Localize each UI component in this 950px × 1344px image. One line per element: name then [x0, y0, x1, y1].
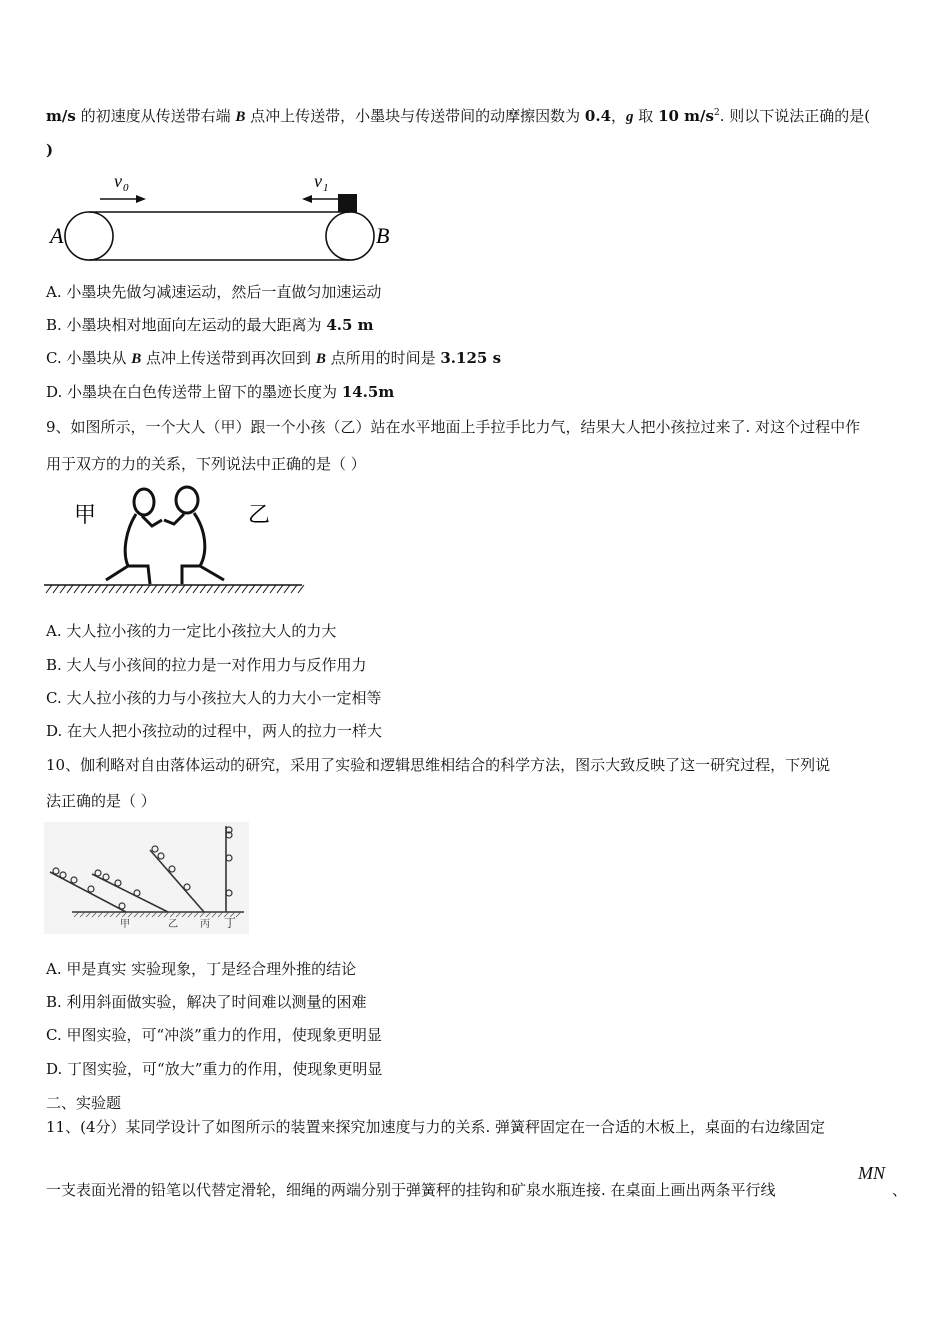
- figure-label-yi: 乙: [248, 503, 271, 528]
- q8-option-d-text: D. 小墨块在白色传送带上留下的墨迹长度为: [46, 383, 342, 401]
- child-head: [176, 487, 198, 513]
- q8-point-b: B: [235, 109, 246, 125]
- hatch-mark: [137, 585, 143, 593]
- ground-hatching: [46, 585, 304, 593]
- hatch-mark: [165, 585, 171, 593]
- hatch-mark: [74, 585, 80, 593]
- hatch-mark: [123, 585, 129, 593]
- q8-option-b-value: 4.5 m: [326, 316, 374, 334]
- q8-stem-line-1: [46, 103, 870, 127]
- q8-option-c-text: 点所用的时间是: [325, 349, 441, 367]
- q10-option-d: D. 丁图实验，可“放大”重力的作用，使现象更明显: [46, 1060, 383, 1078]
- galileo-figure: [44, 822, 249, 934]
- q10-stem-line-2: 法正确的是（ ）: [46, 792, 156, 810]
- hatch-mark: [67, 585, 73, 593]
- q8-option-c-value: 3.125 s: [440, 349, 502, 367]
- hatch-mark: [193, 585, 199, 593]
- q9-option-c: C. 大人拉小孩的力与小孩拉大人的力大小一定相等: [46, 689, 382, 707]
- v1-label: v: [314, 171, 322, 191]
- q8-option-c-text: C. 小墨块从: [46, 349, 132, 367]
- figure-label-bing: 丙: [200, 919, 210, 930]
- q10-stem-line-1: 10、伽利略对自由落体运动的研究，采用了实验和逻辑思维相结合的科学方法，图示大致反映了这一研究过程，下列说: [46, 756, 831, 774]
- figure-label-jia: 甲: [120, 919, 130, 930]
- q9-option-a: A. 大人拉小孩的力一定比小孩拉大人的力大: [46, 622, 337, 640]
- hatch-mark: [172, 585, 178, 593]
- hatch-mark: [46, 585, 52, 593]
- v0-label: v: [114, 171, 122, 191]
- hatch-mark: [228, 585, 234, 593]
- hatch-mark: [179, 585, 185, 593]
- hatch-mark: [242, 585, 248, 593]
- adult-head: [134, 489, 154, 515]
- q10-option-a: A. 甲是真实 实验现象，丁是经合理外推的结论: [46, 960, 357, 978]
- hatch-mark: [95, 585, 101, 593]
- v1-arrowhead: [302, 195, 312, 203]
- q8-option-b-text: B. 小墨块相对地面向左运动的最大距离为: [46, 316, 327, 334]
- q8-option-c-point: B: [131, 351, 142, 367]
- v0-subscript: 0: [123, 182, 129, 194]
- hatch-mark: [158, 585, 164, 593]
- q10-option-c: C. 甲图实验，可“冲淡”重力的作用，使现象更明显: [46, 1026, 382, 1044]
- hatch-mark: [81, 585, 87, 593]
- q9-stem-line-2: 用于双方的力的关系，下列说法中正确的是（ ）: [46, 455, 366, 473]
- q8-speed-unit: m/s: [46, 107, 76, 125]
- q8-text: ，: [611, 107, 627, 125]
- hatch-mark: [53, 585, 59, 593]
- conveyor-belt-figure: [44, 168, 404, 268]
- figure-label-jia: 甲: [74, 503, 97, 528]
- tug-figure: [44, 480, 306, 600]
- hatch-mark: [256, 585, 262, 593]
- section-title: 二、实验题: [46, 1094, 122, 1112]
- q8-text: 点冲上传送带，小墨块与传送带间的动摩擦因数为: [245, 107, 585, 125]
- right-pulley: [326, 212, 374, 260]
- hatch-mark: [186, 585, 192, 593]
- figure-label-b: B: [376, 223, 390, 248]
- hatch-mark: [200, 585, 206, 593]
- q8-gravity-value: 10 m/s: [658, 107, 714, 125]
- q11-stem-line-2: 一支表面光滑的铅笔以代替定滑轮，细绳的两端分别于弹簧秤的挂钩和矿泉水瓶连接. 在桌面上画出两条平行线: [46, 1181, 776, 1199]
- hatch-mark: [221, 585, 227, 593]
- hatch-mark: [284, 585, 290, 593]
- q8-gravity-symbol: g: [626, 109, 634, 125]
- hatch-mark: [109, 585, 115, 593]
- adult-arm: [142, 516, 162, 526]
- q11-tail: 、: [892, 1181, 908, 1199]
- left-pulley: [65, 212, 113, 260]
- figure-label-ding: 丁: [224, 916, 237, 930]
- figure-label-yi: 乙: [168, 919, 178, 930]
- child-body: [182, 513, 224, 584]
- q8-option-b: [46, 315, 374, 335]
- hatch-mark: [130, 585, 136, 593]
- hatch-mark: [207, 585, 213, 593]
- hatch-mark: [88, 585, 94, 593]
- q11-mn-symbol: MN: [858, 1163, 885, 1183]
- hatch-mark: [291, 585, 297, 593]
- q10-option-b: B. 利用斜面做实验，解决了时间难以测量的困难: [46, 993, 367, 1011]
- q8-friction-value: 0.4: [584, 107, 612, 125]
- hatch-mark: [102, 585, 108, 593]
- q11-stem-line-1: 11、(4分）某同学设计了如图所示的装置来探究加速度与力的关系. 弹簧秤固定在一合适的木板上，桌面的右边缘固定: [46, 1118, 826, 1136]
- child-arm: [164, 514, 184, 524]
- ink-block: [338, 194, 357, 212]
- figure-label-a: A: [50, 223, 64, 248]
- q8-option-c: [46, 348, 501, 369]
- q8-option-d: [46, 382, 394, 402]
- hatch-mark: [116, 585, 122, 593]
- hatch-mark: [214, 585, 220, 593]
- q9-option-b: B. 大人与小孩间的拉力是一对作用力与反作用力: [46, 656, 367, 674]
- q8-option-c-point: B: [315, 351, 326, 367]
- hatch-mark: [277, 585, 283, 593]
- q8-option-c-text: 点冲上传送带到再次回到: [141, 349, 316, 367]
- q9-option-d: D. 在大人把小孩拉动的过程中，两人的拉力一样大: [46, 722, 383, 740]
- q8-text: 的初速度从传送带右端: [75, 107, 236, 125]
- q8-option-a: A. 小墨块先做匀减速运动，然后一直做匀加速运动: [46, 283, 382, 301]
- q8-option-d-value: 14.5m: [341, 383, 395, 401]
- hatch-mark: [263, 585, 269, 593]
- hatch-mark: [60, 585, 66, 593]
- hatch-mark: [249, 585, 255, 593]
- hatch-mark: [298, 585, 304, 593]
- hatch-mark: [144, 585, 150, 593]
- v1-subscript: 1: [323, 182, 329, 194]
- hatch-mark: [270, 585, 276, 593]
- v0-arrowhead: [136, 195, 146, 203]
- q8-exponent: 2: [713, 108, 720, 118]
- q8-stem-close: ): [46, 141, 54, 159]
- adult-body: [106, 514, 150, 584]
- q8-text: . 则以下说法正确的是(: [719, 107, 871, 125]
- q9-stem-line-1: 9、如图所示，一个大人（甲）跟一个小孩（乙）站在水平地面上手拉手比力气，结果大人把小孩拉过来了. 对这个过程中作: [46, 418, 861, 436]
- hatch-mark: [151, 585, 157, 593]
- hatch-mark: [235, 585, 241, 593]
- q8-text: 取: [633, 107, 659, 125]
